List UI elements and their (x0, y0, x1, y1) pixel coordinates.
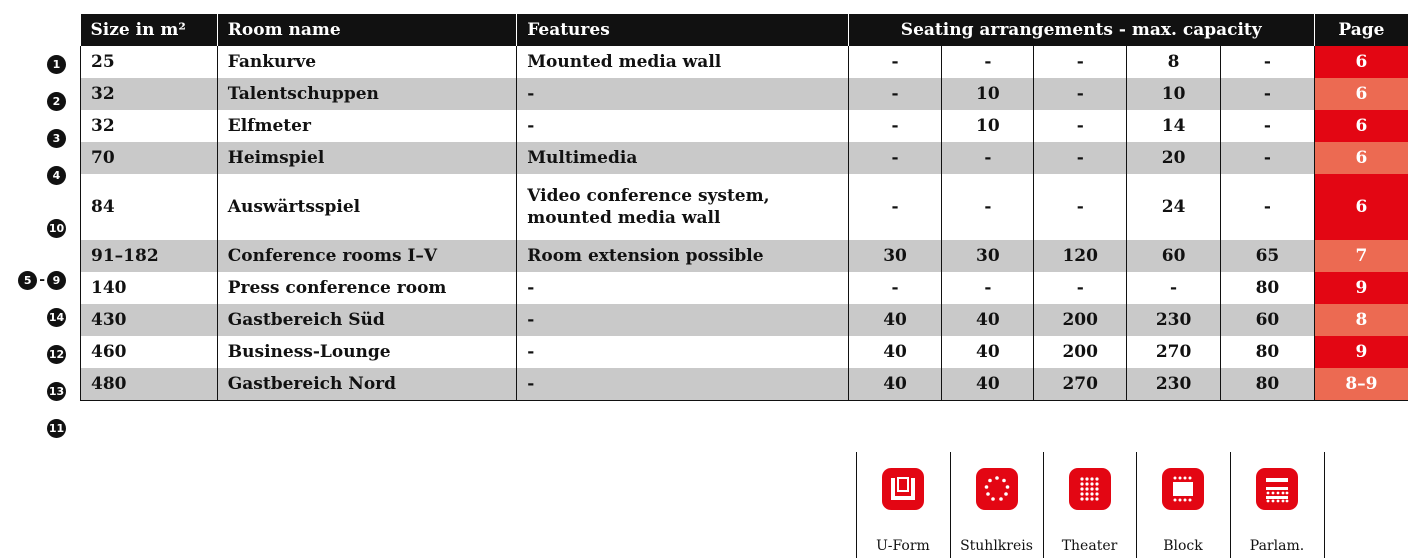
legend-label: Theater (1061, 538, 1118, 554)
cell-features: - (517, 78, 848, 110)
number-badge: 5 (18, 271, 37, 290)
number-badge: 12 (47, 345, 66, 364)
cell-block: 60 (1127, 240, 1221, 272)
cell-parlam: 65 (1221, 240, 1315, 272)
cell-theater: - (1034, 110, 1127, 142)
cell-page-link[interactable]: 6 (1314, 142, 1408, 174)
cell-parlam: 80 (1221, 272, 1315, 304)
table-row (81, 240, 1409, 272)
number-badge: 11 (47, 419, 66, 438)
cell-page-link[interactable]: 8 (1314, 304, 1408, 336)
header-seating: Seating arrangements - max. capacity (848, 14, 1314, 46)
cell-size: 25 (81, 46, 218, 78)
cell-stuhlkreis: 10 (942, 110, 1034, 142)
cell-parlam: 80 (1221, 368, 1315, 400)
header-room-name: Room name (217, 14, 516, 46)
legend-label: Stuhlkreis (960, 538, 1033, 554)
cell-features: - (517, 368, 848, 400)
table-row (81, 336, 1409, 368)
row-marker (0, 159, 76, 191)
cell-size: 32 (81, 110, 218, 142)
cell-block: 20 (1127, 142, 1221, 174)
cell-stuhlkreis: 40 (942, 304, 1034, 336)
cell-uform: 40 (848, 368, 942, 400)
cell-features: - (517, 110, 848, 142)
cell-parlam: 60 (1221, 304, 1315, 336)
cell-stuhlkreis: 40 (942, 368, 1034, 400)
cell-size: 430 (81, 304, 218, 336)
cell-block: 24 (1127, 174, 1221, 240)
rooms-table (80, 14, 1408, 401)
cell-uform: - (848, 174, 942, 240)
cell-stuhlkreis: 30 (942, 240, 1034, 272)
legend-block (1136, 452, 1230, 554)
cell-room: Business-Lounge (217, 336, 516, 368)
cell-uform: - (848, 142, 942, 174)
cell-stuhlkreis: - (942, 174, 1034, 240)
table-row (81, 46, 1409, 78)
row-marker (0, 212, 76, 244)
header-page: Page (1314, 14, 1408, 46)
table-row (81, 304, 1409, 336)
number-badge: 3 (47, 129, 66, 148)
cell-features: - (517, 336, 848, 368)
row-marker (0, 412, 76, 444)
cell-room: Elfmeter (217, 110, 516, 142)
header-features: Features (517, 14, 848, 46)
table-row (81, 78, 1409, 110)
row-marker (0, 85, 76, 117)
cell-block: - (1127, 272, 1221, 304)
cell-features: Multimedia (517, 142, 848, 174)
cell-uform: - (848, 272, 942, 304)
stuhlkreis-icon (976, 468, 1018, 510)
cell-block: 230 (1127, 368, 1221, 400)
legend-stuhlkreis (950, 452, 1043, 554)
cell-size: 70 (81, 142, 218, 174)
number-badge: 2 (47, 92, 66, 111)
cell-room: Heimspiel (217, 142, 516, 174)
features-line-2: mounted media wall (527, 208, 721, 228)
parlament-icon (1256, 468, 1298, 510)
features-line-1: Video conference system, (527, 186, 770, 206)
theater-icon (1069, 468, 1111, 510)
row-marker (0, 122, 76, 154)
cell-features: - (517, 272, 848, 304)
cell-room: Conference rooms I–V (217, 240, 516, 272)
cell-stuhlkreis: - (942, 46, 1034, 78)
cell-parlam: - (1221, 46, 1315, 78)
row-marker (0, 301, 76, 333)
cell-uform: - (848, 78, 942, 110)
cell-features: - (517, 304, 848, 336)
cell-size: 140 (81, 272, 218, 304)
cell-parlam: 80 (1221, 336, 1315, 368)
cell-block: 270 (1127, 336, 1221, 368)
u-form-icon (882, 468, 924, 510)
number-badge: 10 (47, 219, 66, 238)
legend-parlam (1230, 452, 1324, 554)
legend-divider (1324, 452, 1325, 558)
cell-parlam: - (1221, 174, 1315, 240)
table-header-row (81, 14, 1409, 46)
cell-theater: 200 (1034, 336, 1127, 368)
cell-stuhlkreis: - (942, 272, 1034, 304)
cell-theater: - (1034, 46, 1127, 78)
cell-page-link[interactable]: 9 (1314, 336, 1408, 368)
cell-stuhlkreis: - (942, 142, 1034, 174)
cell-uform: 40 (848, 304, 942, 336)
cell-size: 32 (81, 78, 218, 110)
cell-block: 8 (1127, 46, 1221, 78)
cell-page-link[interactable]: 7 (1314, 240, 1408, 272)
cell-page-link[interactable]: 6 (1314, 110, 1408, 142)
table-row (81, 368, 1409, 400)
legend-uform (856, 452, 950, 554)
number-badge: 9 (47, 271, 66, 290)
legend-theater (1043, 452, 1136, 554)
cell-parlam: - (1221, 78, 1315, 110)
number-badge: 4 (47, 166, 66, 185)
table-row (81, 272, 1409, 304)
cell-theater: 200 (1034, 304, 1127, 336)
number-badge: 14 (47, 308, 66, 327)
cell-room: Gastbereich Süd (217, 304, 516, 336)
cell-theater: - (1034, 142, 1127, 174)
table-row (81, 174, 1409, 240)
cell-theater: 120 (1034, 240, 1127, 272)
cell-block: 14 (1127, 110, 1221, 142)
cell-parlam: - (1221, 110, 1315, 142)
cell-size: 84 (81, 174, 218, 240)
table-row (81, 142, 1409, 174)
cell-page-link[interactable]: 6 (1314, 46, 1408, 78)
cell-features (517, 174, 848, 240)
legend-label: Block (1163, 538, 1203, 554)
cell-parlam: - (1221, 142, 1315, 174)
header-size: Size in m² (81, 14, 218, 46)
cell-room: Talentschuppen (217, 78, 516, 110)
cell-uform: - (848, 110, 942, 142)
block-icon (1162, 468, 1204, 510)
legend-label: Parlam. (1249, 538, 1305, 554)
cell-features: Room extension possible (517, 240, 848, 272)
cell-theater: - (1034, 272, 1127, 304)
cell-uform: 40 (848, 336, 942, 368)
table-row (81, 110, 1409, 142)
cell-room: Fankurve (217, 46, 516, 78)
cell-theater: 270 (1034, 368, 1127, 400)
cell-theater: - (1034, 78, 1127, 110)
cell-stuhlkreis: 10 (942, 78, 1034, 110)
cell-block: 10 (1127, 78, 1221, 110)
row-marker (0, 375, 76, 407)
cell-page-link[interactable]: 6 (1314, 174, 1408, 240)
cell-stuhlkreis: 40 (942, 336, 1034, 368)
cell-size: 460 (81, 336, 218, 368)
cell-size: 91–182 (81, 240, 218, 272)
row-marker (0, 338, 76, 370)
cell-page-link[interactable]: 6 (1314, 78, 1408, 110)
cell-room: Auswärtsspiel (217, 174, 516, 240)
number-badge: 13 (47, 382, 66, 401)
cell-block: 230 (1127, 304, 1221, 336)
legend-label: U-Form (876, 538, 930, 554)
cell-uform: 30 (848, 240, 942, 272)
row-marker: 5 - 9 (0, 264, 76, 296)
cell-size: 480 (81, 368, 218, 400)
row-marker (0, 48, 76, 80)
cell-room: Press conference room (217, 272, 516, 304)
cell-page-link[interactable]: 8–9 (1314, 368, 1408, 400)
cell-theater: - (1034, 174, 1127, 240)
number-badge: 1 (47, 55, 66, 74)
cell-room: Gastbereich Nord (217, 368, 516, 400)
cell-features: Mounted media wall (517, 46, 848, 78)
cell-uform: - (848, 46, 942, 78)
cell-page-link[interactable]: 9 (1314, 272, 1408, 304)
